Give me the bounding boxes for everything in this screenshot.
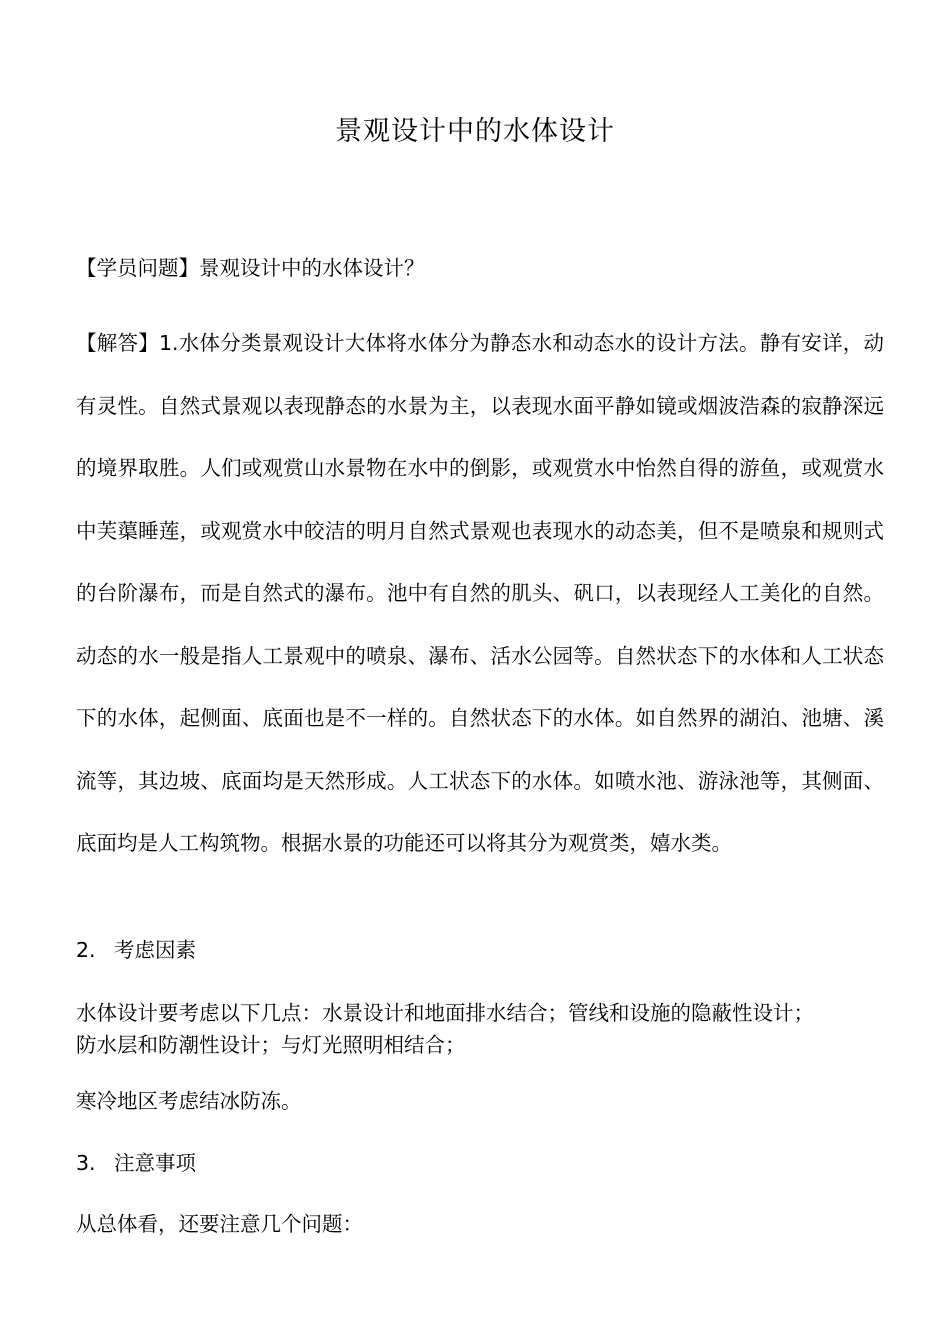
- section-number: 3.: [76, 1151, 96, 1175]
- section-heading-3: [76, 1147, 884, 1179]
- section-number: 2.: [76, 938, 96, 962]
- answer-paragraph: 【解答】1.水体分类景观设计大体将水体分为静态水和动态水的设计方法。静有安详，动有灵性。自然式景观以表现静态的水景为主，以表现水面平静如镜或烟波浩森的寂静深远的境界取胜。人们或观赏山水景物在水中的倒影，或观赏水中怡然自得的游鱼，或观赏水中芙蕖睡莲，或观赏水中皎洁的明月自然式景观也表现水的动态美，但不是喷泉和规则式的台阶瀑布，而是自然式的瀑布。池中有自然的肌头、矾口，以表现经人工美化的自然。动态的水一般是指人工景观中的喷泉、瀑布、活水公园等。自然状态下的水体和人工状态下的水体，起侧面、底面也是不一样的。自然状态下的水体。如自然界的湖泊、池塘、溪流等，其边坡、底面均是天然形成。人工状态下的水体。如喷水池、游泳池等，其侧面、底面均是人工构筑物。根据水景的功能还可以将其分为观赏类，嬉水类。: [76, 331, 884, 855]
- document-title: 景观设计中的水体设计: [335, 116, 615, 147]
- section-heading-text: 注意事项: [114, 1151, 196, 1175]
- considerations-paragraph: [76, 997, 884, 1061]
- section-heading-2: [76, 934, 884, 966]
- question-paragraph: 【学员问题】景观设计中的水体设计？: [76, 256, 425, 280]
- paragraph-line: 防水层和防潮性设计；与灯光照明相结合；: [76, 1033, 466, 1057]
- cold-region-paragraph: 寒冷地区考虑结冰防冻。: [76, 1089, 302, 1113]
- section-heading-text: 考虑因素: [114, 938, 196, 962]
- paragraph-line: 水体设计要考虑以下几点：水景设计和地面排水结合；管线和设施的隐蔽性设计；: [76, 1001, 814, 1025]
- notes-paragraph: 从总体看，还要注意几个问题：: [76, 1212, 363, 1236]
